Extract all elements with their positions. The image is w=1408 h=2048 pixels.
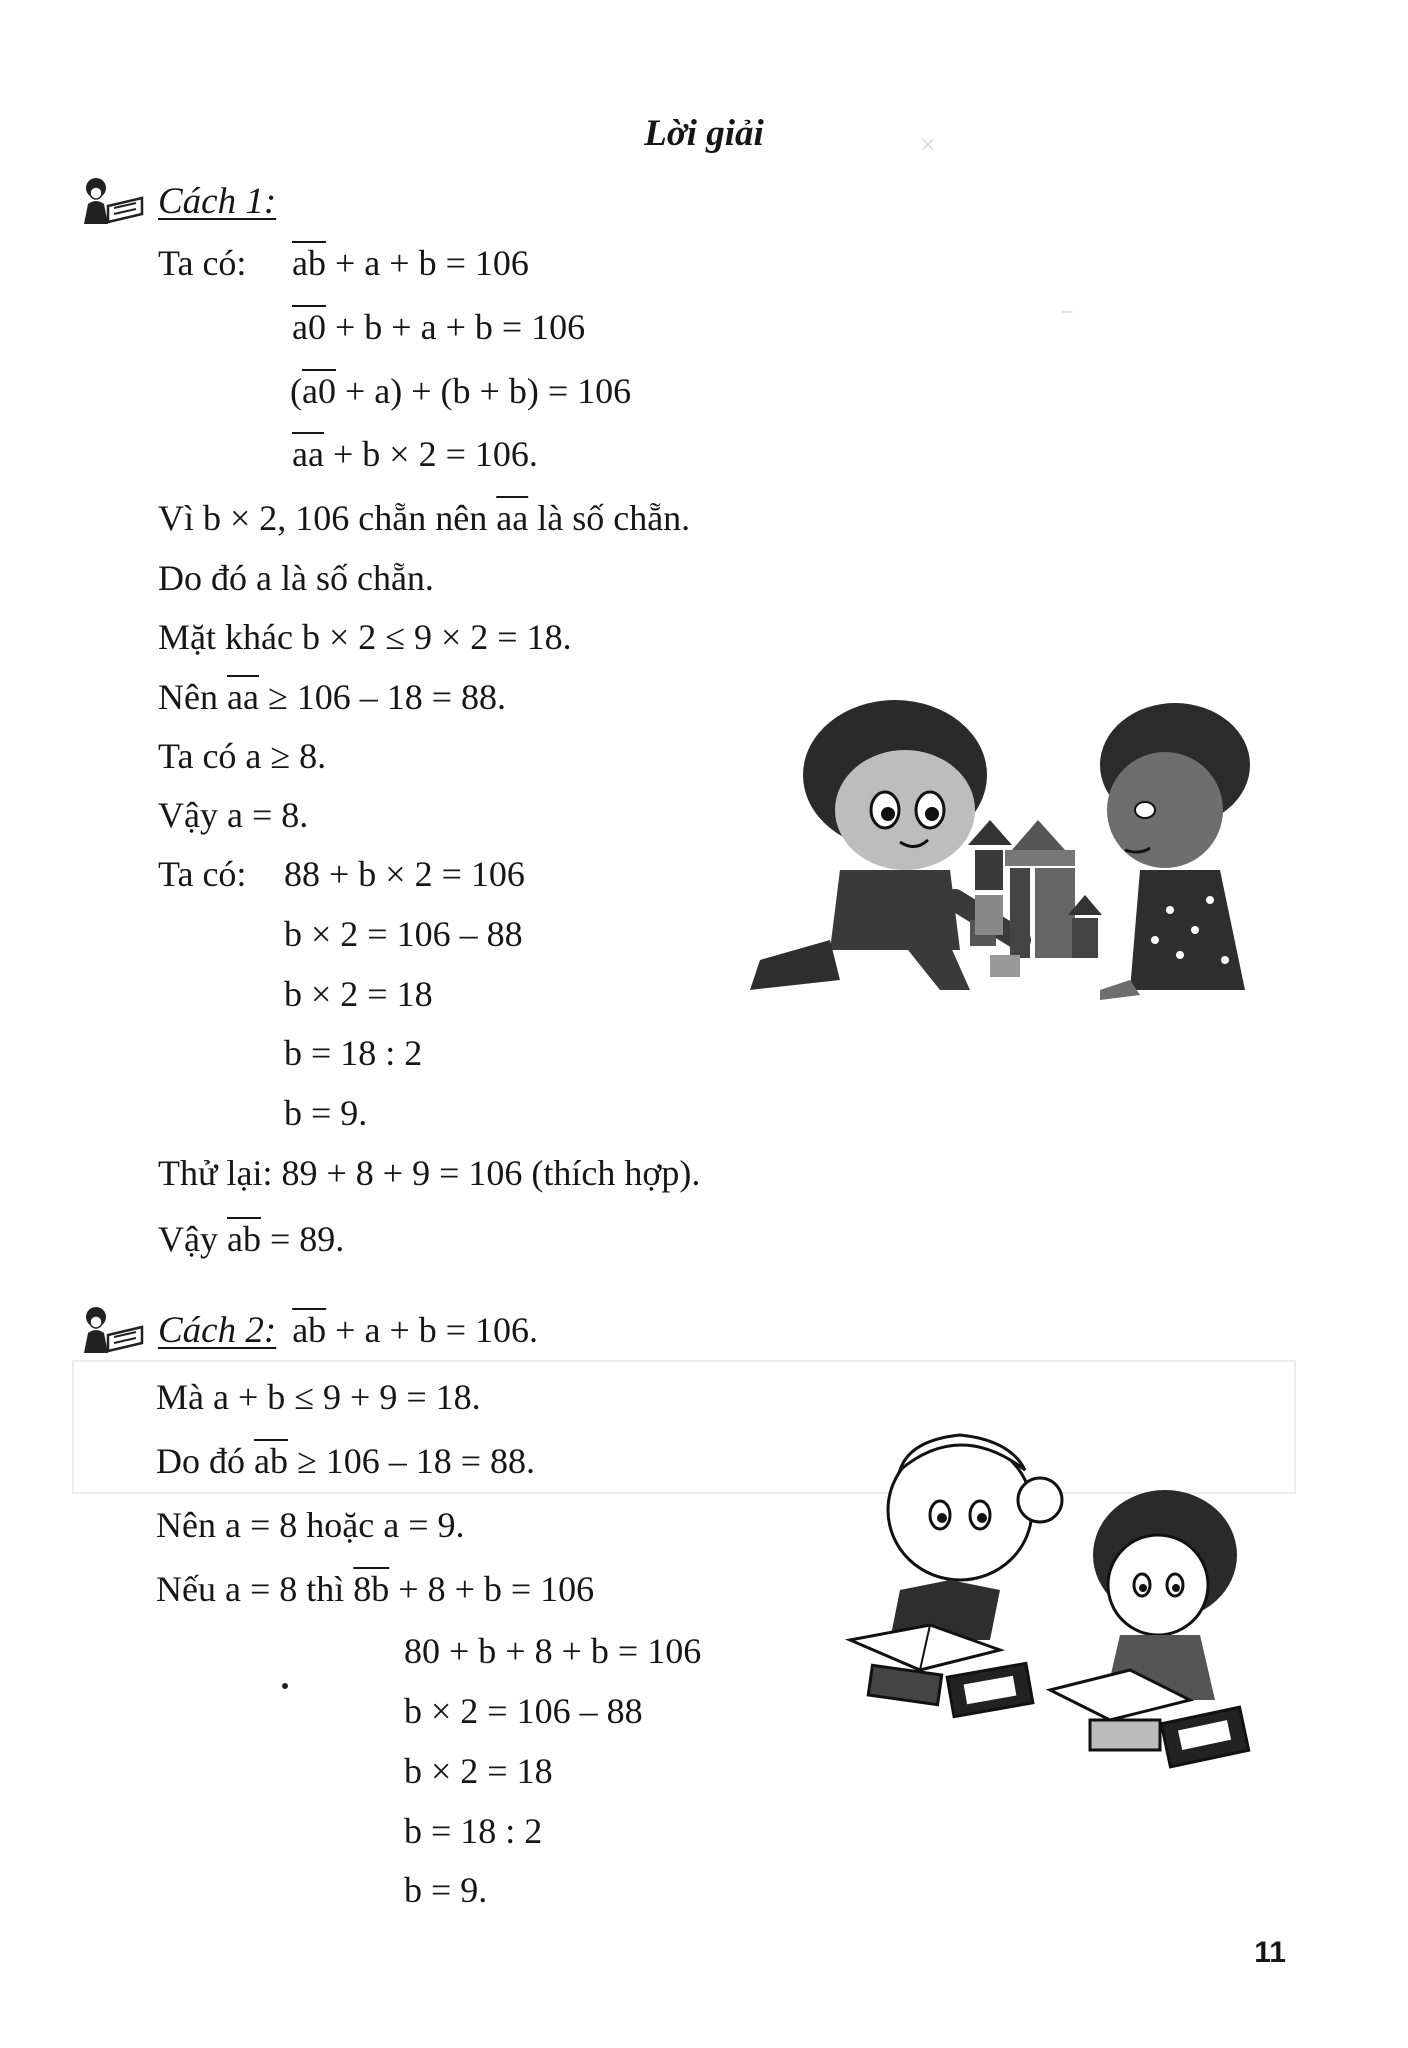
- line-text: ≥ 106 – 18 = 88.: [258, 677, 507, 717]
- line-text: Nên: [158, 677, 227, 717]
- overline-number: $\overline{aa}$: [226, 677, 259, 717]
- page-number: 11: [1254, 1936, 1286, 1969]
- solution-line: [158, 794, 308, 836]
- line-text: Do đó: [156, 1441, 254, 1481]
- solution-line: [158, 497, 690, 539]
- line-text: b = 9.: [284, 1093, 368, 1133]
- solution-line: [158, 1218, 344, 1260]
- overline-number: $\overline{aa}$: [292, 434, 324, 474]
- method-2-equation: [292, 1309, 538, 1351]
- method-2-label: Cách 2:: [158, 1309, 277, 1351]
- overline-number: $\overline{ab}$: [254, 1441, 288, 1481]
- line-text: + b + a + b = 106: [325, 307, 586, 347]
- line-text: b × 2 = 106 – 88: [284, 914, 523, 954]
- line-text: (: [290, 371, 302, 411]
- overline-number: $\overline{aa}$: [496, 498, 529, 538]
- line-text: + b × 2 = 106.: [323, 434, 538, 474]
- overline-number: $\overline{ab}$: [292, 243, 326, 283]
- student-reading-icon: [78, 1305, 146, 1355]
- line-text: Nên a = 8 hoặc a = 9.: [156, 1505, 465, 1545]
- line-text: ≥ 106 – 18 = 88.: [287, 1441, 536, 1481]
- solution-line: [284, 913, 523, 955]
- line-text: Mà a + b ≤ 9 + 9 = 18.: [156, 1377, 481, 1417]
- overline-number: a0: [292, 307, 326, 347]
- solution-line: [404, 1810, 542, 1852]
- solution-line: [158, 853, 525, 895]
- line-text: + 8 + b = 106: [389, 1569, 595, 1609]
- line-text: Thử lại: 89 + 8 + 9 = 106 (thích hợp).: [158, 1153, 701, 1193]
- solution-line: [156, 1568, 594, 1610]
- line-text: b × 2 = 18: [404, 1751, 553, 1791]
- line-text: 88 + b × 2 = 106: [284, 854, 525, 894]
- solution-line: [284, 973, 433, 1015]
- solution-line: [158, 676, 506, 718]
- solution-line: [292, 433, 538, 475]
- children-reading-illustration: [840, 1400, 1270, 1780]
- line-text: Do đó a là số chẵn.: [158, 558, 434, 598]
- children-playing-blocks-illustration: [720, 690, 1250, 1010]
- solution-line: [404, 1690, 643, 1732]
- solution-line: [292, 306, 585, 348]
- line-text: Ta có a ≥ 8.: [158, 736, 327, 776]
- bleed-through-text: ×: [920, 130, 936, 161]
- line-text: = 89.: [260, 1219, 345, 1259]
- solution-line: [404, 1750, 553, 1792]
- overline-number: 8b: [353, 1569, 390, 1609]
- line-prefix: Ta có:: [158, 854, 247, 894]
- overline-number: a0: [302, 371, 336, 411]
- solution-line: [158, 1152, 700, 1194]
- stray-dot: [282, 1683, 288, 1689]
- solution-line: [156, 1504, 465, 1546]
- overline-number: $\overline{ab}$: [226, 1219, 261, 1259]
- method-1-heading: [78, 176, 276, 226]
- line-text: Vậy a = 8.: [158, 795, 309, 835]
- student-reading-icon: [78, 176, 146, 226]
- line-text: b × 2 = 18: [284, 974, 433, 1014]
- line-text: Vậy: [158, 1219, 227, 1259]
- solution-line: [290, 370, 631, 412]
- solution-line: [158, 616, 572, 658]
- method-2-heading: [78, 1305, 538, 1355]
- solution-line: [404, 1630, 701, 1672]
- solution-line: [158, 242, 529, 284]
- line-text: Mặt khác b × 2 ≤ 9 × 2 = 18.: [158, 617, 572, 657]
- line-text: b = 9.: [404, 1870, 488, 1910]
- line-text: là số chẵn.: [528, 498, 691, 538]
- solution-line: [158, 557, 434, 599]
- line-text: + a + b = 106.: [326, 1310, 539, 1350]
- solution-line: [156, 1440, 535, 1482]
- line-text: 80 + b + 8 + b = 106: [404, 1631, 702, 1671]
- line-text: + a + b = 106: [325, 243, 529, 283]
- line-text: Nếu a = 8 thì: [156, 1569, 354, 1609]
- line-text: b = 18 : 2: [404, 1811, 543, 1851]
- solution-line: [158, 735, 326, 777]
- solution-line: [284, 1032, 422, 1074]
- line-text: b = 18 : 2: [284, 1033, 423, 1073]
- solution-line: [156, 1376, 481, 1418]
- line-text: Vì b × 2, 106 chẵn nên: [158, 498, 497, 538]
- bleed-through-text: ⁻: [1060, 302, 1075, 333]
- method-1-label: Cách 1:: [158, 180, 277, 222]
- overline-number: $\overline{ab}$: [292, 1310, 327, 1350]
- page-title: Lời giải: [644, 113, 764, 154]
- solution-line: [284, 1092, 367, 1134]
- line-prefix: Ta có:: [158, 243, 247, 283]
- solution-line: [404, 1869, 487, 1911]
- line-text: + a) + (b + b) = 106: [335, 371, 632, 411]
- line-text: b × 2 = 106 – 88: [404, 1691, 643, 1731]
